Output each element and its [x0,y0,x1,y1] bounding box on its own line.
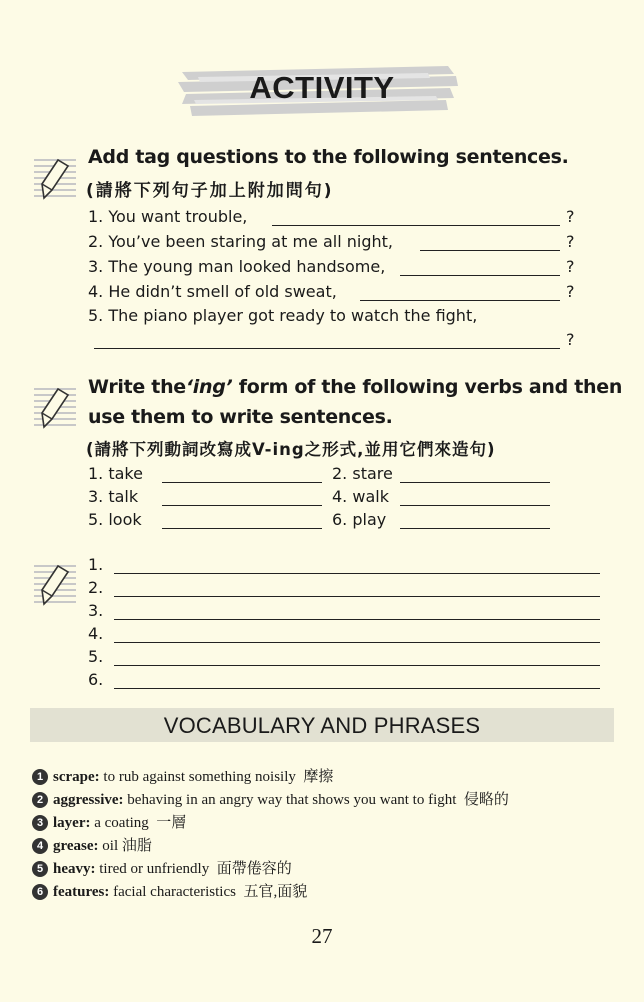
sentence-number-4: 4. [88,624,104,643]
vocab-chinese: 摩擦 [303,769,334,785]
vocab-chinese: 五官,面貌 [243,884,308,900]
vocab-item [32,834,152,855]
question-mark: ? [566,330,575,349]
sentence-5: 5. The piano player got ready to watch the fight, [88,306,478,325]
vocab-term: scrape: [53,769,100,785]
vocab-term: layer: [53,815,91,831]
page-number: 27 [311,924,333,948]
sentence-blank-1[interactable] [114,573,600,574]
vocab-definition: a coating [94,815,149,831]
sentence-blank-3[interactable] [114,619,600,620]
answer-blank-1[interactable] [272,225,560,226]
vocab-item [32,765,333,786]
verb-blank-6[interactable] [400,528,550,529]
answer-blank-3[interactable] [400,275,560,276]
vocab-chinese: 侵略的 [463,792,509,808]
vocab-term: grease: [53,838,99,854]
sentence-4: 4. He didn’t smell of old sweat, [88,282,337,301]
vocab-item [32,880,307,901]
section2-heading: Write the‘ing’ form of the following verbs and then [88,376,623,398]
verb-blank-3[interactable] [162,505,322,506]
vocab-definition: tired or unfriendly [99,861,210,877]
pencil-icon [34,560,76,610]
number-badge: 2 [32,792,48,808]
verb-4: 4. walk [332,487,389,506]
answer-blank-4[interactable] [360,300,560,301]
pencil-icon [34,383,76,433]
vocab-term: heavy: [53,861,96,877]
question-mark: ? [566,282,575,301]
verb-blank-1[interactable] [162,482,322,483]
vocab-chinese: 一層 [156,815,187,831]
sentence-1: 1. You want trouble, [88,207,248,226]
number-badge: 1 [32,769,48,785]
activity-title: ACTIVITY [249,70,395,105]
vocab-item [32,788,509,809]
vocab-item [32,811,186,832]
verb-blank-4[interactable] [400,505,550,506]
vocab-definition: to rub against something noisily [103,769,296,785]
section1-heading: Add tag questions to the following sentences. [88,146,569,168]
sentence-blank-6[interactable] [114,688,600,689]
answer-blank-5[interactable] [94,348,560,349]
verb-1: 1. take [88,464,143,483]
sentence-number-3: 3. [88,601,104,620]
vocab-definition: oil [102,838,119,854]
number-badge: 5 [32,861,48,877]
number-badge: 3 [32,815,48,831]
vocab-chinese: 面帶倦容的 [216,861,292,877]
sentence-blank-2[interactable] [114,596,600,597]
sentence-number-2: 2. [88,578,104,597]
question-mark: ? [566,207,575,226]
sentence-number-5: 5. [88,647,104,666]
vocab-definition: facial characteristics [113,884,236,900]
answer-blank-2[interactable] [420,250,560,251]
vocab-term: features: [53,884,110,900]
question-mark: ? [566,232,575,251]
pencil-icon [34,154,76,204]
sentence-number-6: 6. [88,670,104,689]
sentence-3: 3. The young man looked handsome, [88,257,386,276]
sentence-number-1: 1. [88,555,104,574]
vocab-definition: behaving in an angry way that shows you want to fight [127,792,457,808]
verb-2: 2. stare [332,464,393,483]
vocab-term: aggressive: [53,792,124,808]
section1-chinese-instruction: (請將下列句子加上附加問句) [86,181,334,201]
ing-emphasis: ‘ing’ [185,376,233,398]
number-badge: 6 [32,884,48,900]
sentence-blank-4[interactable] [114,642,600,643]
sentence-2: 2. You’ve been staring at me all night, [88,232,394,251]
sentence-blank-5[interactable] [114,665,600,666]
verb-3: 3. talk [88,487,139,506]
section2-heading-line2: use them to write sentences. [88,406,393,428]
verb-5: 5. look [88,510,142,529]
question-mark: ? [566,257,575,276]
section2-chinese-instruction: (請將下列動詞改寫成V-ing之形式,並用它們來造句) [86,440,496,459]
verb-blank-2[interactable] [400,482,550,483]
verb-blank-5[interactable] [162,528,322,529]
vocab-chinese: 油脂 [121,838,152,854]
vocab-item [32,857,292,878]
verb-6: 6. play [332,510,387,529]
number-badge: 4 [32,838,48,854]
vocab-title: VOCABULARY AND PHRASES [163,713,481,738]
